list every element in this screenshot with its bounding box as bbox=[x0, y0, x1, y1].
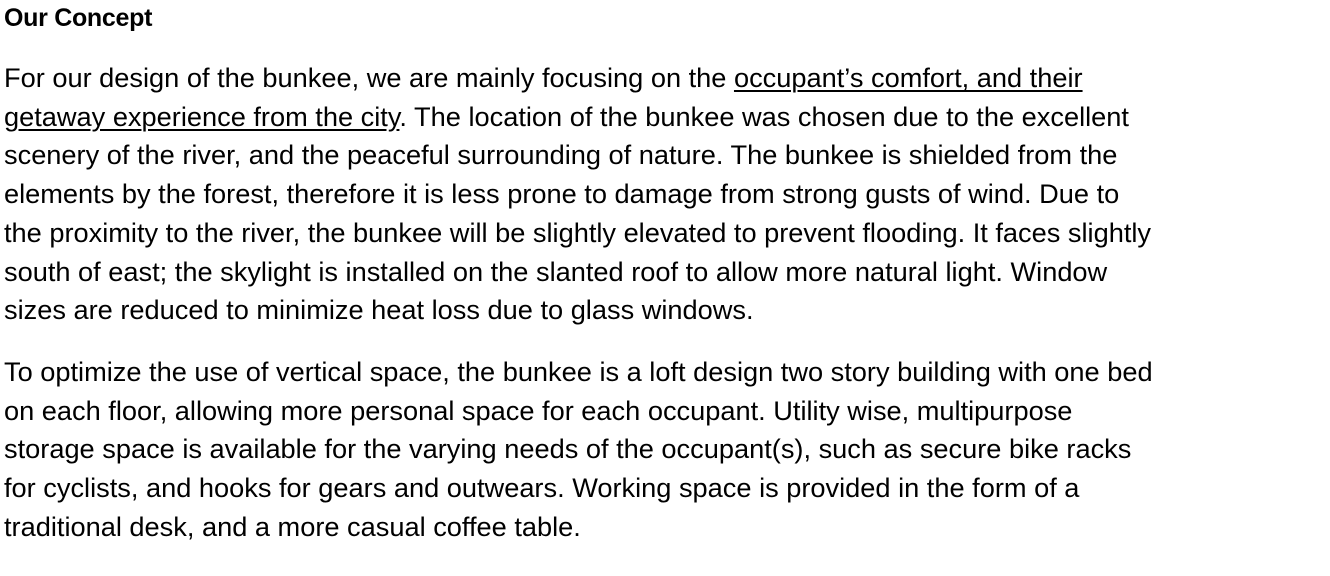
paragraph-2-line-5: traditional desk, and a more casual coffee table. bbox=[4, 510, 581, 542]
paragraph-2-line-3: storage space is available for the varying needs of the occupant(s), such as secure bike racks bbox=[4, 433, 1132, 465]
paragraph-1-line-2 bbox=[4, 98, 1326, 137]
underlined-phrase-part-2: getaway experience from the city bbox=[4, 100, 400, 132]
section-heading: Our Concept bbox=[4, 4, 153, 32]
paragraph-1-line-1 bbox=[4, 59, 1326, 98]
concept-paragraph-1 bbox=[4, 59, 1326, 330]
paragraph-1-line-7: sizes are reduced to minimize heat loss due to glass windows. bbox=[4, 294, 754, 326]
paragraph-1-line-4: elements by the forest, therefore it is less prone to damage from strong gusts of wind. Due to bbox=[4, 178, 1120, 210]
document-page bbox=[4, 0, 1326, 546]
paragraph-2-line-1: To optimize the use of vertical space, the bunkee is a loft design two story building with one bed bbox=[4, 355, 1153, 387]
paragraph-1-line-3: scenery of the river, and the peaceful surrounding of nature. The bunkee is shielded from the bbox=[4, 139, 1118, 171]
underlined-phrase-part-1: occupant’s comfort, and their bbox=[733, 62, 1083, 93]
paragraph-1-line-6: south of east; the skylight is installed on the slanted roof to allow more natural light. Window bbox=[4, 255, 1108, 287]
paragraph-1-line-2-text: . The location of the bunkee was chosen due to the excellent bbox=[399, 100, 1129, 132]
paragraph-1-line-1-text: For our design of the bunkee, we are mainly focusing on the bbox=[4, 62, 734, 93]
paragraph-1-line-5: the proximity to the river, the bunkee will be slightly elevated to prevent flooding. It faces slightly bbox=[4, 216, 1152, 248]
paragraph-2-line-4: for cyclists, and hooks for gears and outwears. Working space is provided in the form of a bbox=[4, 472, 1080, 504]
concept-paragraph-2 bbox=[4, 353, 1326, 547]
paragraph-2-line-2: on each floor, allowing more personal space for each occupant. Utility wise, multipurpose bbox=[4, 394, 1073, 426]
